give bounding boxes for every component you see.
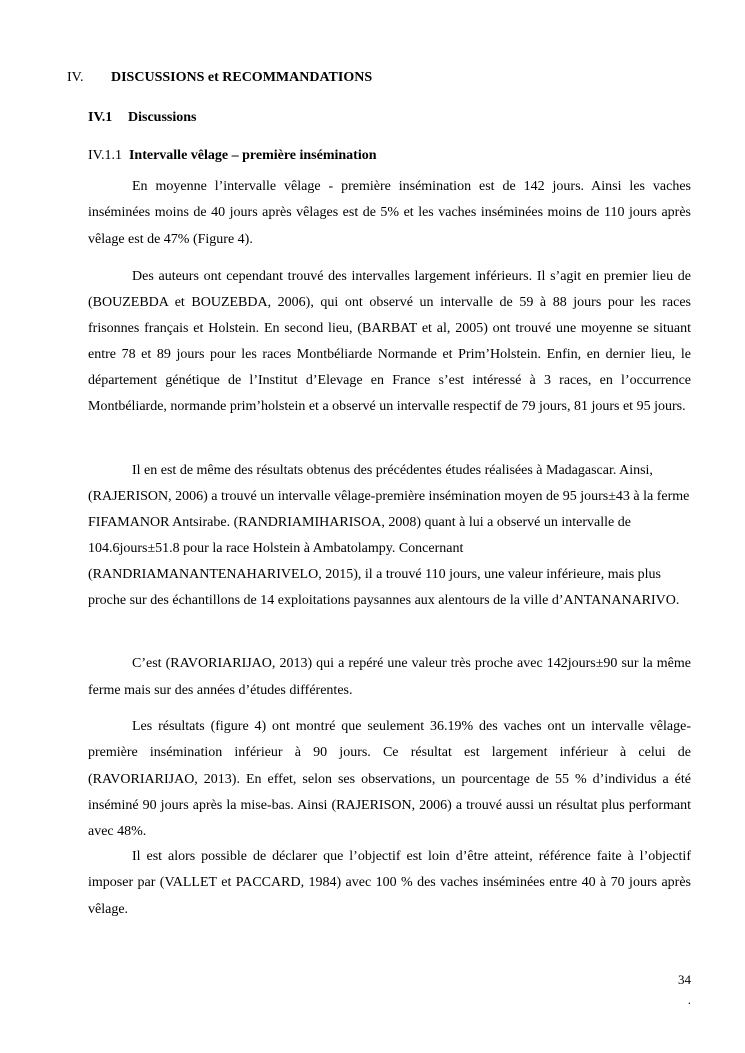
subsubsection-number: IV.1.1 bbox=[88, 148, 122, 163]
subsubsection-heading bbox=[88, 148, 377, 164]
footer-mark: . bbox=[687, 992, 691, 1007]
paragraph: C’est (RAVORIARIJAO, 2013) qui a repéré une valeur très proche avec 142jours±90 sur la même ferme mais sur des années d’études différentes. bbox=[88, 656, 691, 698]
page-footer bbox=[678, 970, 691, 1010]
paragraph: Il est alors possible de déclarer que l’objectif est loin d’être atteint, référence faite à l’objectif imposer par (VALLET et PACCARD, 1984) avec 100 % des vaches inséminées entre 40 à 70 jours après vêlage. bbox=[88, 849, 691, 917]
section-title: DISCUSSIONS et RECOMMANDATIONS bbox=[111, 70, 373, 85]
paragraph: Les résultats (figure 4) ont montré que seulement 36.19% des vaches ont un intervalle vêlage-première insémination inférieur à 90 jours. Ce résultat est largement inférieur à celui de (RAVORIARIJAO, 2013). En effet, selon ses observations, un pourcentage de 55 % d’individus a été inséminé 90 jours après la mise-bas. Ainsi (RAJERISON, 2006) a trouvé aussi un résultat plus performant avec 48%. bbox=[88, 719, 691, 840]
paragraph: Il en est de même des résultats obtenus des précédentes études réalisées à Madagascar. Ainsi, (RAJERISON, 2006) a trouvé un intervalle vêlage-première insémination moyen de 95 jours±43 à la ferme FIFAMANOR Antsirabe. (RANDRIAMIHARISOA, 2008) quant à lui a observé un intervalle de 104.6jours±51.8 pour la race Holstein à Ambatolampy. Concernant (RANDRIAMANANTENAHARIVELO, 2015), il a trouvé 110 jours, une valeur inférieure, mais plus proche sur des échantillons de 14 exploitations paysannes aux alentours de la ville d’ANTANANARIVO. bbox=[88, 463, 690, 608]
page-number: 34 bbox=[678, 972, 691, 987]
section-heading bbox=[67, 70, 372, 86]
subsection-heading bbox=[88, 110, 196, 126]
paragraph: Des auteurs ont cependant trouvé des intervalles largement inférieurs. Il s’agit en premier lieu de (BOUZEBDA et BOUZEBDA, 2006), qui ont observé un intervalle de 59 à 88 jours pour les races frisonnes français et Holstein. En second lieu, (BARBAT et al, 2005) ont trouvé une moyenne se situant entre 78 et 89 jours pour les races Montbéliarde Normande et Prim’Holstein. Enfin, en dernier lieu, le département génétique de l’Institut d’Elevage en France s’est intéressé à 3 races, en l’occurrence Montbéliarde, normande prim’holstein et a observé un intervalle respectif de 79 jours, 81 jours et 95 jours. bbox=[88, 269, 691, 414]
subsubsection-title: Intervalle vêlage – première insémination bbox=[128, 148, 377, 163]
subsection-number: IV.1 bbox=[88, 110, 113, 125]
section-number: IV. bbox=[67, 70, 84, 85]
paragraph: En moyenne l’intervalle vêlage - première insémination est de 142 jours. Ainsi les vaches inséminées moins de 40 jours après vêlages est de 5% et les vaches inséminées moins de 110 jours après vêlage est de 47% (Figure 4). bbox=[88, 179, 691, 247]
subsection-title: Discussions bbox=[128, 110, 197, 125]
